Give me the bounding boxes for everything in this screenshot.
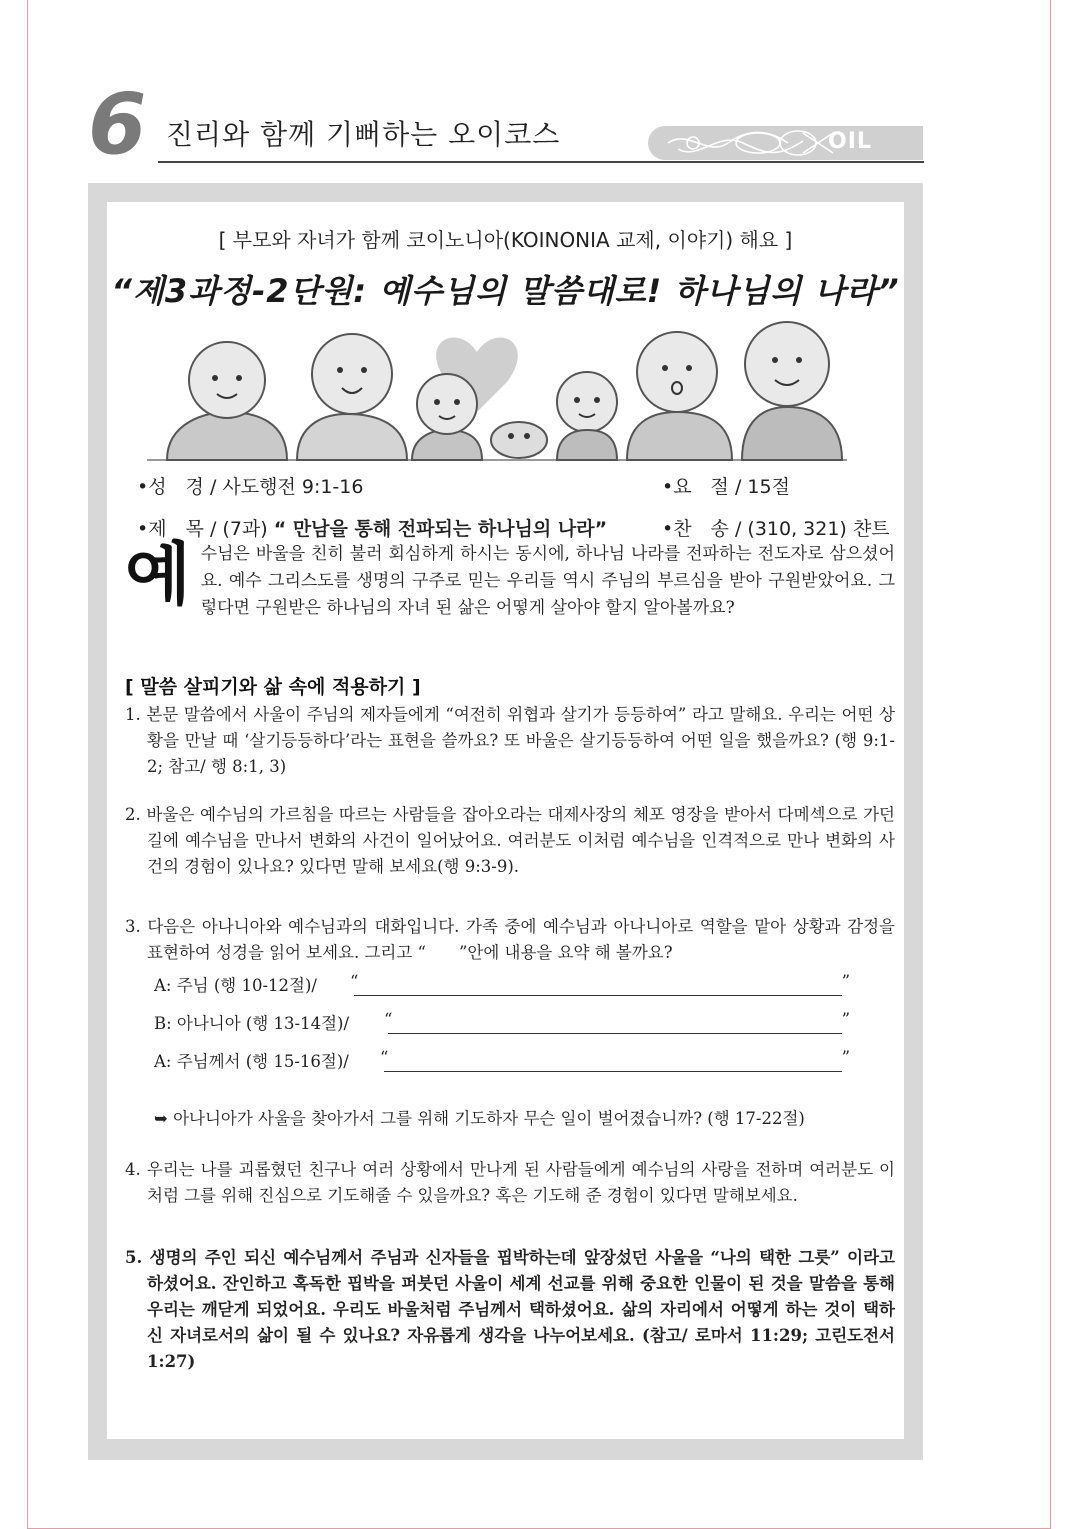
topic-value: “ 만남을 통해 전파되는 하나님의 나라” — [273, 518, 608, 540]
topic-prefix: / (7과) — [203, 518, 274, 540]
answer-line-3 — [154, 1048, 874, 1074]
answer-label-1: A: 주님 (행 10-12절)/ — [154, 976, 317, 995]
lesson-handwritten-title: “제3과정-2단원: 예수님의 말씀대로! 하나님의 나라” — [111, 272, 900, 310]
open-quote: “ — [350, 972, 359, 991]
answer-blank-3[interactable] — [384, 1071, 842, 1072]
intro-paragraph — [125, 536, 895, 622]
answer-label-2: B: 아나니아 (행 13-14절)/ — [154, 1014, 350, 1033]
topic-label: •제 목 — [137, 518, 204, 540]
bible-reference — [137, 472, 363, 499]
lesson-frame — [88, 183, 923, 1460]
chapter-header — [88, 75, 923, 173]
lesson-subtitle: [ 부모와 자녀가 함께 코이노니아(KOINONIA 교제, 이야기) 해요 ] — [218, 228, 793, 252]
family-illustration — [147, 302, 847, 472]
key-verse — [662, 472, 790, 499]
hymn-value: / (310, 321) 챤트 — [728, 518, 890, 540]
verse-value: / 15절 — [728, 476, 790, 498]
intro-dropcap: 예 — [125, 536, 191, 615]
lesson-topic — [137, 514, 607, 541]
question-5: 5. 생명의 주인 되신 예수님께서 주님과 신자들을 핍박하는데 앞장섰던 사울을 “나의 택한 그릇” 이라고 하셨어요. 잔인하고 혹독한 핍박을 퍼붓던 사울이 세계 선교를 위해 중요한 인물이 된 것을 말씀을 통해 우리는 깨닫게 되었어요. 우리도 바울처럼 주님께서 택하셨어요. 삶의 자리에서 어떻게 하는 것이 택하신 자녀로서의 삶이 될 수 있나요? 자유롭게 생각을 나누어보세요. (참고/ 로마서 11:29; 고린도전서 1:27) — [125, 1248, 895, 1371]
lesson-content — [107, 202, 904, 1439]
close-quote: ” — [841, 972, 850, 991]
question-3-followup: ➥ 아나니아가 사울을 찾아가서 그를 위해 기도하자 무슨 일이 벌어졌습니까? (행 17-22절) — [154, 1109, 805, 1128]
close-quote: ” — [841, 1048, 850, 1067]
oil-logo: OIL — [828, 129, 872, 154]
chapter-number: 6 — [88, 75, 147, 173]
header-divider — [158, 161, 924, 163]
question-4: 4. 우리는 나를 괴롭혔던 친구나 여러 상황에서 만나게 된 사람들에게 예수님의 사랑을 전하며 여러분도 이처럼 그를 위해 진심으로 기도해줄 수 있을까요? 혹은 기도해 준 경험이 있다면 말해보세요. — [125, 1160, 895, 1205]
intro-text: 수님은 바울을 친히 불러 회심하게 하시는 동시에, 하나님 나라를 전파하는 전도자로 삼으셨어요. 예수 그리스도를 생명의 구주로 믿는 우리들 역시 주님의 부르심을 받아 구원받았어요. 그렇다면 구원받은 하나님의 자녀 된 삶은 어떻게 살아야 할지 알아볼까요? — [200, 544, 895, 618]
close-quote: ” — [841, 1010, 850, 1029]
question-3: 3. 다음은 아나니아와 예수님과의 대화입니다. 가족 중에 예수님과 아나니아로 역할을 맡아 상황과 감정을 표현하여 성경을 읽어 보세요. 그리고 “ ”안에 내용을 요약 해 볼까요? — [125, 917, 895, 962]
hymn-reference — [662, 514, 890, 541]
answer-blank-2[interactable] — [388, 1033, 842, 1034]
hymn-label: •찬 송 — [662, 518, 729, 540]
bible-label: •성 경 — [137, 476, 204, 498]
answer-line-1 — [154, 972, 874, 998]
open-quote: “ — [384, 1010, 393, 1029]
chapter-title: 진리와 함께 기뻐하는 오이코스 — [166, 118, 561, 151]
open-quote: “ — [380, 1048, 389, 1067]
answer-label-3: A: 주님께서 (행 15-16절)/ — [154, 1052, 349, 1071]
answer-blank-1[interactable] — [354, 995, 842, 996]
verse-label: •요 절 — [662, 476, 729, 498]
question-2: 2. 바울은 예수님의 가르침을 따르는 사람들을 잡아오라는 대제사장의 체포 영장을 받아서 다메섹으로 가던 길에 예수님을 만나서 변화의 사건이 일어났어요. 여러분도 이처럼 예수님을 인격적으로 만나 변화의 사건의 경험이 있나요? 있다면 말해 보세요(행 9:3-9). — [125, 805, 895, 876]
section-heading: [ 말씀 살피기와 삶 속에 적용하기 ] — [125, 676, 421, 698]
answer-line-2 — [154, 1010, 874, 1036]
bible-value: / 사도행전 9:1-16 — [203, 476, 364, 498]
question-1: 1. 본문 말씀에서 사울이 주님의 제자들에게 “여전히 위협과 살기가 등등하여” 라고 말해요. 우리는 어떤 상황을 만날 때 ‘살기등등하다’라는 표현을 쓸까요? 또 바울은 살기등등하여 어떤 일을 했을까요? (행 9:1-2; 참고/ 행 8:1, 3) — [125, 705, 895, 776]
